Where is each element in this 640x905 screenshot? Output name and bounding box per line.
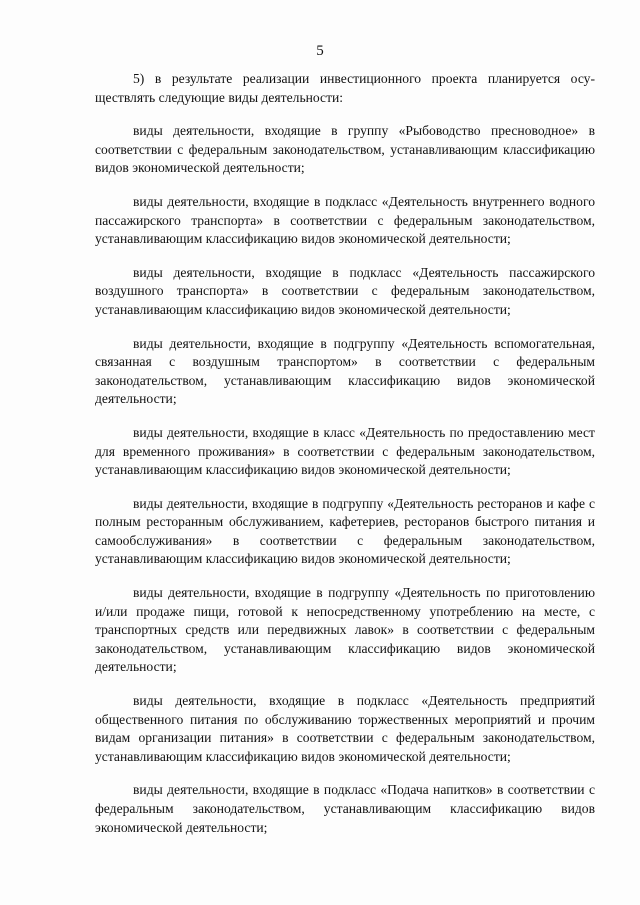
page-number: 5 — [316, 43, 324, 59]
paragraph-catering: виды деятельности, входящие в подкласс «Деятельность предприятий общественного питания по обслуживанию торжественных мероприятий и прочим видам организации питания» в соответствии с федеральным законодательством, устанавливающим классификацию видов экономической деятельности; — [95, 693, 595, 764]
paragraph-intro: 5) в результате реализации инвестиционного проекта планируется осуществлять следующие виды деятельности: — [95, 71, 595, 105]
paragraph-air-passenger-transport: виды деятельности, входящие в подкласс «Деятельность пассажирского воздушного транспорта» в соответствии с федеральным законодательством, устанавливающим классификацию видов экономической деятельности; — [95, 264, 595, 317]
paragraph-inland-water-transport: виды деятельности, входящие в подкласс «Деятельность внутреннего водного пассажирского транспорта» в соответствии с федеральным законодательством, устанавливающим классификацию видов экономической деятельности; — [95, 193, 595, 247]
document-body — [95, 70, 595, 852]
paragraph-restaurants: виды деятельности, входящие в подгруппу «Деятельность ресторанов и кафе с полным ресторанным обслуживанием, кафетериев, ресторанов быстрого питания и самообслуживания» в соответствии с федеральным законодательством, устанавливающим классификацию видов экономической деятельности; — [95, 495, 595, 567]
paragraph-food-preparation: виды деятельности, входящие в подгруппу «Деятельность по приготовлению и/или продаже пищи, готовой к непосредственному употреблению на месте, с транспортных средств или передвижных лавок» в соответствии с федеральным законодательством, устанавливающим классификацию видов экономической деятельности; — [95, 585, 595, 675]
paragraph-beverages: виды деятельности, входящие в подкласс «Подача напитков» в соответствии с федеральным законодательством, устанавливающим классификацию видов экономической деятельности; — [95, 782, 595, 835]
paragraph-air-transport-support: виды деятельности, входящие в подгруппу «Деятельность вспомогательная, связанная с воздушным транспортом» в соответствии с федеральным законодательством, устанавливающим классификацию видов экономической деятельности; — [95, 335, 595, 407]
paragraph-accommodation: виды деятельности, входящие в класс «Деятельность по предоставлению мест для временного проживания» в соответствии с федеральным законодательством, устанавливающим классификацию видов экономической деятельности; — [95, 424, 595, 478]
paragraph-fish-farming: виды деятельности, входящие в группу «Рыбоводство пресноводное» в соответствии с федеральным законодательством, устанавливающим классификацию видов экономической деятельности; — [95, 123, 595, 176]
